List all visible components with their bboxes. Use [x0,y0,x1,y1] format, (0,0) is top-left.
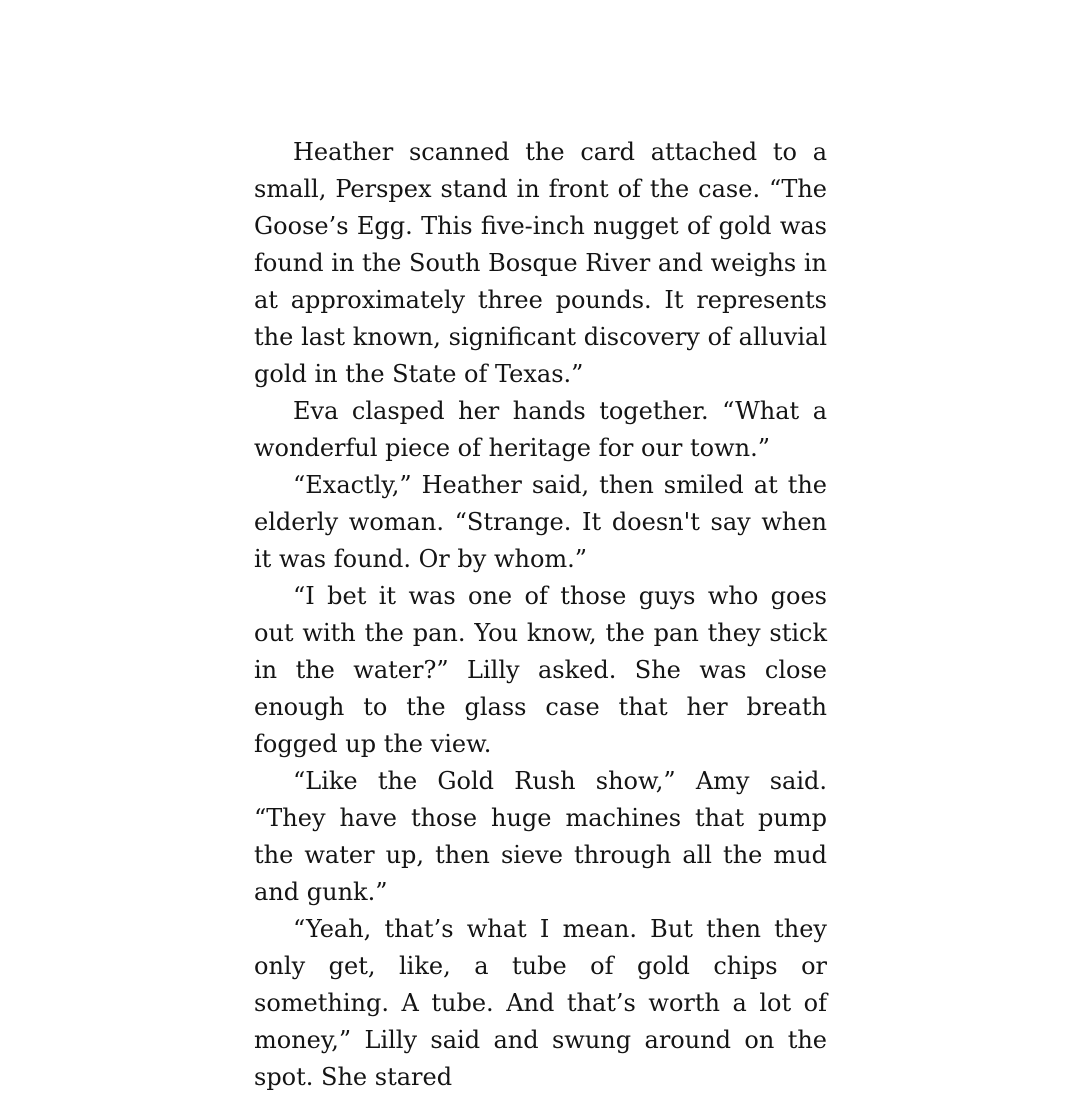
paragraph-6: “Yeah, that’s what I mean. But then they only get, like, a tube of gold chips or something. A tube. And that’s worth a lot of money,” Lilly said and swung around on the spot. She stared [254,915,827,1091]
paragraph-1: Heather scanned the card attached to a small, Perspex stand in front of the case. “The Goose’s Egg. This five-inch nugget of gold was found in the South Bosque River and weighs in at approximately three pounds. It represents the last known, significant discovery of alluvial gold in the State of Texas.” [254,138,827,388]
text-column [254,134,827,1096]
paragraph-5: “Like the Gold Rush show,” Amy said. “They have those huge machines that pump the water up, then sieve through all the mud and gunk.” [254,767,827,906]
paragraph-3: “Exactly,” Heather said, then smiled at the elderly woman. “Strange. It doesn't say when it was found. Or by whom.” [254,471,827,573]
paragraph-4: “I bet it was one of those guys who goes out with the pan. You know, the pan they stick in the water?” Lilly asked. She was close enough to the glass case that her breath fogged up the view. [254,582,827,758]
paragraph-2: Eva clasped her hands together. “What a wonderful piece of heritage for our town.” [254,397,827,462]
